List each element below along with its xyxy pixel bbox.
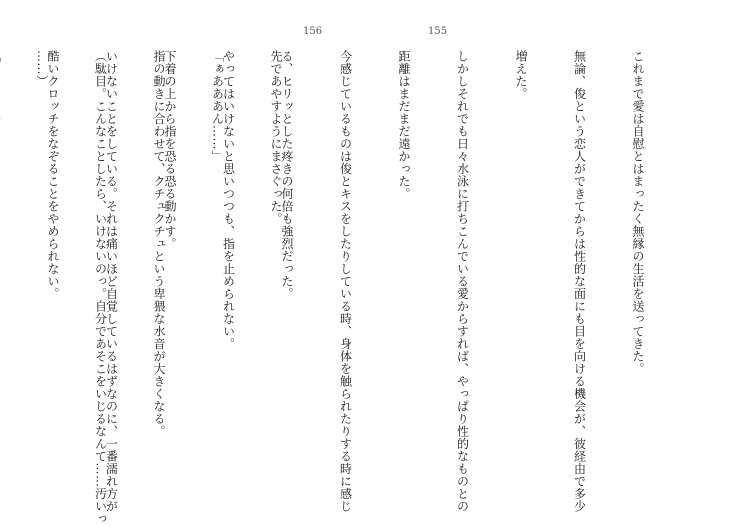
text-line: [0, 50, 4, 490]
page-number: 156: [303, 26, 323, 37]
text-line: 先であやすようにまさぐった。: [269, 50, 283, 225]
text-line: 今感じているものは俊とキスをしたりしている時、身体を触られたりする時に感じ: [338, 50, 353, 513]
text-line: （駄目。こんなことしたら、いけないのっ。自分であそこをいじるなんて……汚いっ: [93, 50, 108, 525]
text-line: 増えた。: [514, 50, 528, 100]
text-line: やってはいけないと思いつつも、指を止められない。: [221, 50, 236, 350]
text-line: 「ぁあああん……」: [210, 50, 225, 163]
text-line: 指の動きに合わせて、クチュクチュという卑猥な水音が大きくなる。: [152, 50, 166, 438]
text-line: しかしそれでも日々水泳に打ちこんでいる愛からすれば、やっぱり性的なものとの: [455, 50, 470, 513]
text-line: る、ヒリッとした疼きの何倍も強烈だった。: [280, 50, 294, 300]
text-line: 下着の上から指を恐る恐る動かす。: [163, 50, 177, 250]
text-line: 酷いクロッチをなぞることをやめられない。: [46, 50, 60, 300]
text-line: ……）: [35, 50, 49, 88]
page-number: 155: [428, 26, 448, 37]
text-line: 距離はまだまだ遠かった。: [397, 50, 411, 200]
text-line: 無論、俊という恋人ができてからは性的な面にも目を向ける機会が、彼経由で多少: [572, 50, 587, 513]
text-line: いけないことをしている。それは痛いほど自覚しているはずなのに、一番濡れ方が: [104, 50, 119, 513]
text-line: これまで愛は自慰とはまったく無縁の生活を送ってきた。: [631, 50, 645, 375]
